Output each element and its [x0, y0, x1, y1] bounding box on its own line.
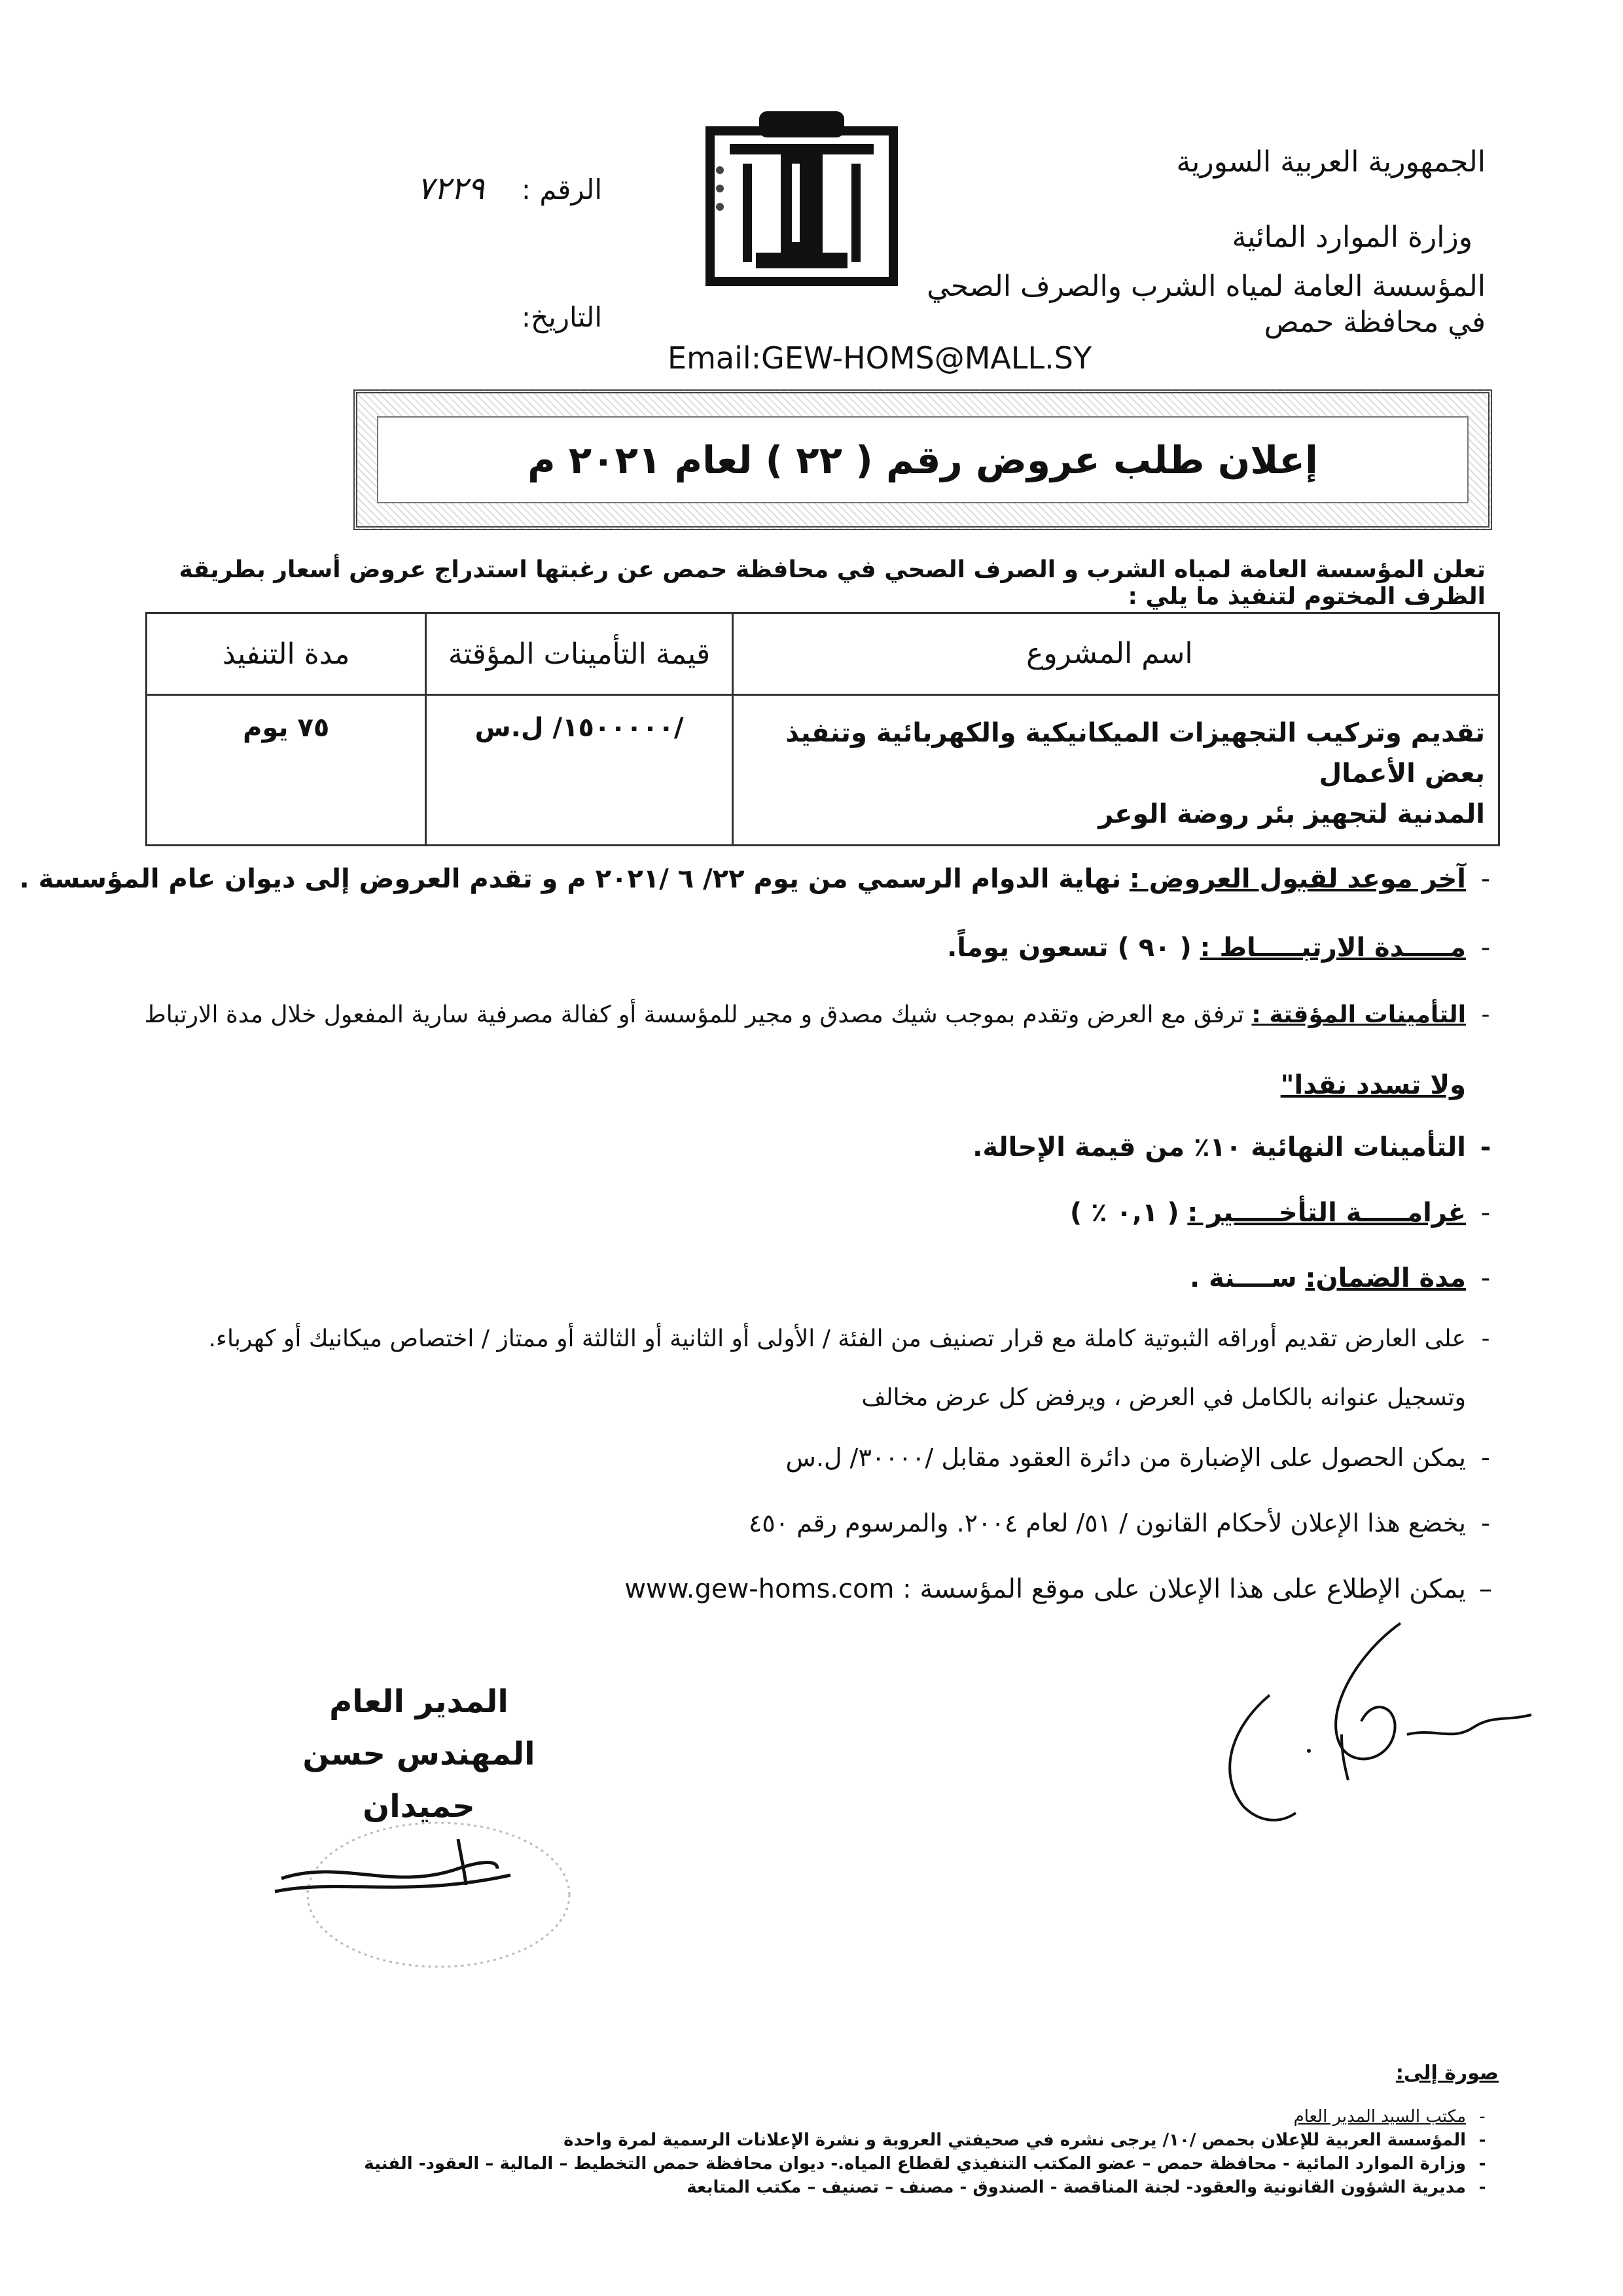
copies-heading: صورة إلى: [1395, 2062, 1499, 2085]
penalty-text: ( ٠,١ ٪ ) [1069, 1198, 1179, 1228]
deadline-text: نهاية الدوام الرسمي من يوم ٢٢/ ٦ /٢٠٢١ م و تقدم العروض إلى ديوان عام المؤسسة . [19, 864, 1122, 894]
copy-line: - مكتب السيد المدير العام [386, 2105, 1499, 2128]
copy-line: - مديرية الشؤون القانونية والعقود- لجنة المناقصة - الصندوق - مصنف – تصنيف – مكتب المتابعة [386, 2176, 1499, 2199]
number-label: الرقم : [521, 173, 602, 206]
header-insurance: قيمة التأمينات المؤقتة [426, 613, 732, 695]
website-text: يمكن الإطلاع على هذا الإعلان على موقع المؤسسة : [902, 1574, 1466, 1604]
documents-line2: وتسجيل عنوانه بالكامل في العرض ، ويرفض كل عرض مخالف [861, 1384, 1466, 1411]
website-url: www.gew-homs.com [624, 1574, 895, 1604]
date-label: التاريخ: [521, 301, 602, 333]
copy-line: - وزارة الموارد المائية - محافظة حمص – عضو المكتب التنفيذي لقطاع المياه.- ديوان محافظة حمص التخطيط – المالية – العقود- الفنية [386, 2152, 1499, 2176]
header-project: اسم المشروع [732, 613, 1499, 695]
ministry-name: وزارة الموارد المائية [1232, 221, 1472, 254]
email-address: Email:GEW-HOMS@MALL.SY [668, 340, 1092, 376]
deadline-label: آخر موعد لقبول العروض : [1129, 864, 1466, 894]
country-name: الجمهورية العربية السورية [1176, 145, 1486, 179]
insurance-cell: /١٥٠٠٠٠٠/ ل.س [426, 695, 732, 846]
temp-insurance-text: ترفق مع العرض وتقدم بموجب شيك مصدق و مجير للمؤسسة أو كفالة مصرفية سارية المفعول خلال مدة الارتباط [144, 1001, 1244, 1028]
project-name-cell [732, 695, 1499, 846]
signer-name: المهندس حسن حميدان [302, 1736, 535, 1825]
project-name-line1: تقديم وتركيب التجهيزات الميكانيكية والكهربائية وتنفيذ بعض الأعمال [785, 718, 1485, 789]
logo-drops [713, 164, 726, 219]
distribution-list [364, 2062, 1499, 2199]
temp-insurance-label: التأمينات المؤقتة : [1251, 1001, 1466, 1028]
intro-paragraph: تعلن المؤسسة العامة لمياه الشرب و الصرف الصحي في محافظة حمص عن رغبتها استدراج عروض أسعار بطريقة الظرف المختوم لتنفيذ ما يلي : [179, 556, 1486, 610]
signer-role: المدير العام [329, 1683, 508, 1720]
list-item: -يخضع هذا الإعلان لأحكام القانون / ٥١/ لعام ٢٠٠٤. والمرسوم رقم ٤٥٠ [748, 1509, 1490, 1537]
copy-line: - المؤسسة العربية للإعلان بحمص /١٠/ يرجى نشره في صحيفتي العروبة و نشرة الإعلانات الرسمية لمرة واحدة [386, 2128, 1499, 2152]
list-item: -آخر موعد لقبول العروض : نهاية الدوام الرسمي من يوم ٢٢/ ٦ /٢٠٢١ م و تقدم العروض إلى ديوان عام المؤسسة . [19, 864, 1491, 894]
list-item: -التأمينات المؤقتة : ترفق مع العرض وتقدم بموجب شيك مصدق و مجير للمؤسسة أو كفالة مصرفية سارية المفعول خلال مدة الارتباط [144, 1001, 1490, 1028]
warranty-text: ســــنة . [1190, 1263, 1297, 1293]
header-block [897, 124, 1486, 360]
duration-cell: ٧٥ يوم [147, 695, 426, 846]
governorate-name: في محافظة حمص [1264, 306, 1486, 339]
law-text: يخضع هذا الإعلان لأحكام القانون / ٥١/ لعام ٢٠٠٤. والمرسوم رقم ٤٥٠ [748, 1509, 1466, 1537]
header-duration: مدة التنفيذ [147, 613, 426, 695]
list-item: -على العارض تقديم أوراقه الثبوتية كاملة مع قرار تصنيف من الفئة / الأولى أو الثانية أو الثالثة أو ممتاز / اختصاص ميكانيك أو كهرباء. [208, 1325, 1490, 1352]
table-row [147, 695, 1499, 846]
title-box [353, 389, 1492, 530]
final-insurance: التأمينات النهائية ١٠٪ من قيمة الإحالة. [972, 1132, 1466, 1162]
documents-line1: على العارض تقديم أوراقه الثبوتية كاملة مع قرار تصنيف من الفئة / الأولى أو الثانية أو الثالثة أو ممتاز / اختصاص ميكانيك أو كهرباء. [208, 1325, 1466, 1352]
handwritten-signature [1191, 1617, 1597, 1894]
warranty-label: مدة الضمان: [1305, 1263, 1466, 1293]
announcement-title: إعلان طلب عروض رقم ( ٢٢ ) لعام ٢٠٢١ م [527, 437, 1318, 482]
validity-text: ( ٩٠ ) تسعون يوماً. [947, 933, 1192, 963]
list-item: –يمكن الإطلاع على هذا الإعلان على موقع المؤسسة : www.gew-homs.com [624, 1574, 1492, 1604]
validity-label: مـــــدة الارتبـــــاط : [1200, 933, 1466, 963]
dossier-text: يمكن الحصول على الإضبارة من دائرة العقود مقابل /٣٠٠٠٠/ ل.س [785, 1443, 1466, 1472]
project-name-line2: المدنية لتجهيز بئر روضة الوعر [1098, 799, 1485, 829]
institution-name: المؤسسة العامة لمياه الشرب والصرف الصحي [927, 270, 1486, 303]
list-item: -التأمينات النهائية ١٠٪ من قيمة الإحالة. [972, 1132, 1491, 1162]
title-inner [377, 416, 1469, 503]
temp-insurance-note: ولا تسدد نقدا" [1280, 1070, 1466, 1100]
penalty-label: غرامـــــة التأخـــــير : [1187, 1198, 1466, 1228]
list-item: -مـــــدة الارتبـــــاط : ( ٩٠ ) تسعون يوماً. [947, 933, 1491, 963]
list-item: -مدة الضمان: ســــنة . [1190, 1263, 1491, 1293]
official-stamp [262, 1806, 602, 1979]
list-item: -غرامـــــة التأخـــــير : ( ٠,١ ٪ ) [1069, 1198, 1491, 1228]
institution-logo [704, 105, 900, 288]
table-header-row [147, 613, 1499, 695]
number-value: ٧٢٢٩ [416, 170, 485, 207]
reference-block [327, 170, 602, 333]
project-table [145, 612, 1500, 846]
list-item: -يمكن الحصول على الإضبارة من دائرة العقود مقابل /٣٠٠٠٠/ ل.س [785, 1443, 1490, 1472]
